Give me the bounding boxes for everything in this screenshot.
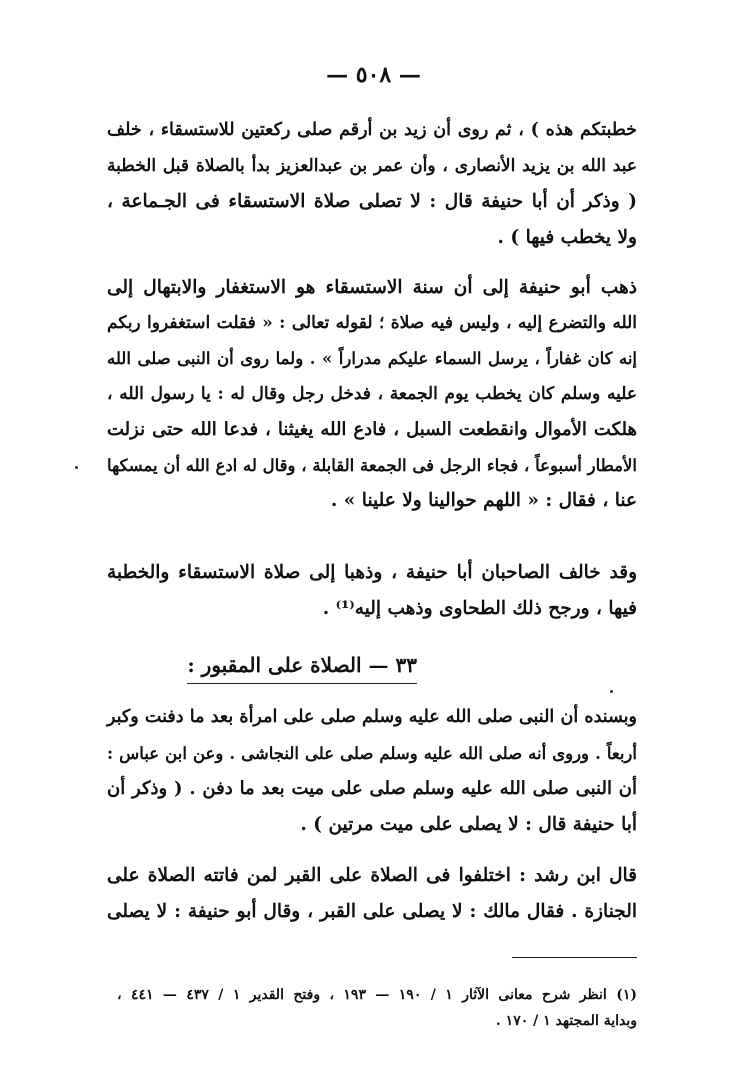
text-line: عبد الله بن يزيد الأنصارى ، وأن عمر بن عبدالعزيز بدأ بالصلاة قبل الخطبة	[107, 155, 637, 176]
text-line: وبسنده أن النبى صلى الله عليه وسلم صلى على امرأة بعد ما دفنت وكبر	[107, 707, 637, 727]
text-line: عليه وسلم كان يخطب يوم الجمعة ، فدخل رجل وقال له : يا رسول الله ،	[107, 383, 637, 404]
print-speck	[610, 690, 613, 693]
text-line: خطبتكم هذه ) ، ثم روى أن زيد بن أرقم صلى ركعتين للاستسقاء ، خلف	[107, 120, 637, 140]
paragraph-2	[107, 270, 637, 519]
text-line: عنا ، فقال : « اللهم حوالينا ولا علينا » .	[330, 490, 637, 511]
text-line: الجنازة . فقال مالك : لا يصلى على القبر ، وقال أبو حنيفة : لا يصلى	[107, 900, 637, 922]
text-line: الأمطار أسبوعاً ، فجاء الرجل فى الجمعة القابلة ، وقال له ادع الله أن يمسكها	[107, 455, 637, 475]
text-line: ذهب أبو حنيفة إلى أن سنة الاستسقاء هو الاستغفار والابتهال إلى	[107, 277, 637, 298]
paragraph-4	[107, 700, 637, 842]
text-line: إنه كان غفاراً ، يرسل السماء عليكم مدراراً » . ولما روى أن النبى صلى الله	[107, 349, 637, 368]
text-line: وقد خالف الصاحبان أبا حنيفة ، وذهبا إلى صلاة الاستسقاء والخطبة	[107, 562, 637, 583]
paragraph-3	[107, 555, 637, 626]
text-line: ( وذكر أن أبا حنيفة قال : لا تصلى صلاة الاستسقاء فى الجـماعة ،	[107, 191, 637, 212]
text-line: الله والتضرع إليه ، وليس فيه صلاة ؛ لقوله تعالى : « فقلت استغفروا ربكم	[107, 312, 637, 333]
text-line: فيها ، ورجح ذلك الطحاوى وذهب إليه⁽¹⁾ .	[322, 597, 637, 619]
footnote-line: (١) انظر شرح معانى الآثار ١ / ١٩٠ — ١٩٣ ، وفتح القدير ١ / ٤٣٧ — ٤٤١ ،	[117, 987, 637, 1003]
footnote-divider	[512, 957, 637, 958]
paragraph-1	[107, 113, 637, 255]
footnote-line: وبداية المجتهد ١ / ١٧٠ .	[495, 1013, 637, 1029]
text-line: هلكت الأموال وانقطعت السبل ، فادع الله يغيثنا ، فدعا الله حتى نزلت	[107, 419, 637, 440]
text-line: قال ابن رشد : اختلفوا فى الصلاة على القبر لمن فاتته الصلاة على	[107, 865, 637, 886]
paragraph-5	[107, 858, 637, 929]
text-line: أربعاً . وروى أنه صلى الله عليه وسلم صلى على النجاشى . وعن ابن عباس :	[107, 743, 637, 763]
section-heading: ٣٣ — الصلاة على المقبور :	[187, 653, 417, 684]
text-line: أبا حنيفة قال : لا يصلى على ميت مرتين ) .	[300, 813, 637, 835]
page-number: — ٥٠٨ —	[326, 62, 421, 88]
text-line: ولا يخطب فيها ) .	[497, 226, 637, 248]
text-line: أن النبى صلى الله عليه وسلم صلى على ميت بعد ما دفن . ( وذكر أن	[107, 778, 637, 799]
footnote	[117, 982, 637, 1034]
print-speck	[75, 466, 78, 469]
